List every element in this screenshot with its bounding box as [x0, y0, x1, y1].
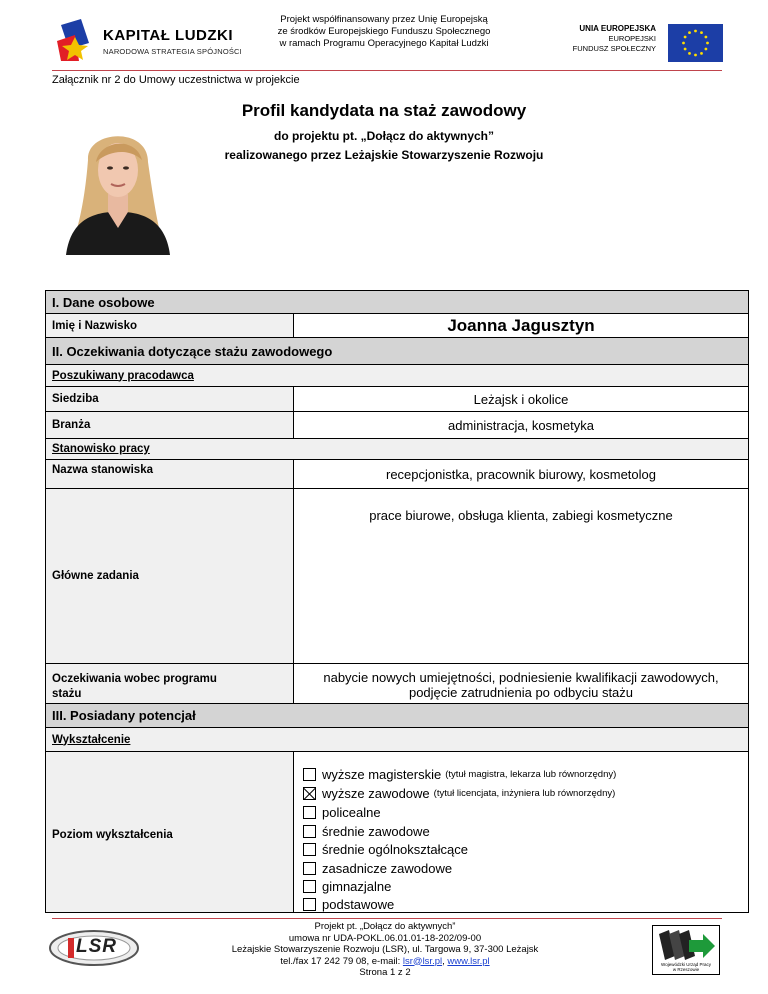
expectations-value-line-1: nabycie nowych umiejętności, podniesienie kwalifikacji zawodowych,	[323, 670, 719, 685]
page-title: Profil kandydata na staż zawodowy	[241, 101, 527, 120]
option-label: policealne	[322, 804, 381, 820]
subtitle-project: do projektu pt. „Dołącz do aktywnych”	[273, 129, 495, 143]
eu-social-fund-logo	[568, 24, 728, 64]
row-name	[46, 314, 748, 338]
cofinancing-note	[250, 14, 518, 50]
option-label: wyższe zawodowe	[322, 785, 430, 801]
tasks-value: prace biurowe, obsługa klienta, zabiegi kosmetyczne	[369, 508, 673, 523]
section-personal-data-title: I. Dane osobowe	[52, 294, 155, 310]
tasks-label: Główne zadania	[46, 489, 294, 663]
eu-logo-line-3: FUNDUSZ SPOŁECZNY	[572, 44, 656, 53]
option-label: zasadnicze zawodowe	[322, 860, 453, 876]
footer-contact-separator: ,	[442, 955, 448, 967]
checkbox-checked[interactable]	[303, 787, 316, 800]
subsection-position	[46, 439, 748, 460]
seat-value: Leżajsk i okolice	[473, 391, 569, 407]
expectations-label-line-1: Oczekiwania wobec programu	[52, 673, 217, 685]
education-option[interactable]	[303, 859, 452, 877]
checkbox[interactable]	[303, 843, 316, 856]
subsection-employer-title: Poszukiwany pracodawca	[52, 369, 194, 382]
education-option[interactable]	[303, 765, 616, 783]
option-label: wyższe magisterskie	[322, 766, 442, 782]
cofinancing-line-2: ze środków Europejskiego Funduszu Społecznego	[277, 26, 491, 37]
row-program-expectations	[46, 664, 748, 704]
footer-contact	[200, 956, 570, 968]
expectations-value-line-2: podjęcie zatrudnienia po odbyciu stażu	[408, 685, 634, 700]
checkbox[interactable]	[303, 806, 316, 819]
eu-logo-line-2: EUROPEJSKI	[608, 34, 656, 43]
eu-logo-line-1: UNIA EUROPEJSKA	[579, 24, 656, 33]
section-expectations	[46, 338, 748, 365]
header-divider	[52, 70, 722, 71]
subsection-position-title: Stanowisko pracy	[52, 443, 150, 455]
option-label: gimnazjalne	[322, 878, 392, 894]
education-option[interactable]	[303, 840, 468, 858]
eu-logo-text	[568, 24, 656, 54]
section-potential	[46, 704, 748, 728]
option-label: podstawowe	[322, 896, 395, 912]
section-personal-data	[46, 291, 748, 314]
checkbox[interactable]	[303, 880, 316, 893]
section-potential-title: III. Posiadany potencjał	[52, 708, 196, 723]
education-option[interactable]	[303, 822, 430, 840]
industry-label: Branża	[46, 412, 294, 438]
page-number: Strona 1 z 2	[359, 967, 411, 978]
candidate-photo	[60, 120, 175, 255]
lsr-logo-text: LSR	[76, 936, 117, 957]
website-link[interactable]: www.lsr.pl	[447, 955, 490, 967]
kapital-ludzki-subtitle: NARODOWA STRATEGIA SPÓJNOŚCI	[103, 47, 242, 56]
email-link[interactable]: lsr@lsr.pl	[402, 955, 443, 967]
option-label: średnie ogólnokształcące	[322, 841, 468, 857]
cofinancing-line-1: Projekt współfinansowany przez Unię Europejską	[280, 14, 488, 25]
education-option[interactable]	[303, 784, 615, 802]
footer-project: Projekt pt. „Dołącz do aktywnych”	[314, 921, 456, 932]
option-note: (tytuł magistra, lekarza lub równorzędny)	[445, 768, 617, 780]
footer-info	[200, 921, 570, 979]
row-industry	[46, 412, 748, 439]
candidate-profile-form	[45, 290, 749, 913]
subsection-employer	[46, 365, 748, 387]
wup-emblem-icon	[653, 928, 719, 966]
row-seat	[46, 387, 748, 412]
kapital-ludzki-title: KAPITAŁ LUDZKI	[103, 27, 234, 44]
wup-caption-line-2: w Rzeszowie	[672, 967, 700, 972]
footer-address: Leżajskie Stowarzyszenie Rozwoju (LSR), ul. Targowa 9, 37-300 Leżajsk	[231, 944, 539, 955]
name-label: Imię i Nazwisko	[46, 314, 294, 337]
subsection-education-title: Wykształcenie	[52, 733, 131, 746]
kapital-ludzki-logo	[55, 15, 245, 65]
footer-agreement: umowa nr UDA-POKL.06.01.01-18-202/09-00	[288, 932, 482, 944]
kapital-ludzki-emblem-icon	[55, 17, 97, 63]
checkbox[interactable]	[303, 825, 316, 838]
subtitle-organizer: realizowanego przez Leżajskie Stowarzyszenie Rozwoju	[224, 148, 544, 162]
lsr-logo	[48, 928, 140, 968]
education-option[interactable]	[303, 803, 381, 821]
option-label: średnie zawodowe	[322, 823, 430, 839]
expectations-value	[294, 664, 748, 703]
wup-caption	[653, 962, 719, 972]
expectations-label	[46, 664, 294, 703]
wup-logo	[652, 925, 720, 975]
row-main-tasks	[46, 489, 748, 664]
row-position	[46, 460, 748, 489]
position-label: Nazwa stanowiska	[46, 460, 294, 488]
annex-note: Załącznik nr 2 do Umowy uczestnictwa w projekcie	[52, 74, 300, 86]
checkbox[interactable]	[303, 862, 316, 875]
education-option[interactable]	[303, 877, 391, 895]
footer-contact-prefix: tel./fax 17 242 79 08, e-mail:	[280, 955, 403, 967]
industry-value: administracja, kosmetyka	[448, 417, 594, 433]
name-value: Joanna Jagusztyn	[447, 315, 595, 335]
education-option[interactable]	[303, 895, 394, 913]
education-label: Poziom wykształcenia	[46, 752, 294, 913]
seat-label: Siedziba	[46, 387, 294, 411]
footer-divider	[52, 918, 722, 919]
option-note: (tytuł licencjata, inżyniera lub równorzędny)	[433, 787, 616, 799]
wup-caption-line-1: Wojewódzki Urząd Pracy	[661, 962, 711, 967]
position-value: recepcjonistka, pracownik biurowy, kosmetolog	[386, 466, 656, 482]
checkbox[interactable]	[303, 768, 316, 781]
section-expectations-title: II. Oczekiwania dotyczące stażu zawodowego	[52, 343, 333, 359]
subsection-education	[46, 728, 748, 752]
checkbox[interactable]	[303, 898, 316, 911]
cofinancing-line-3: w ramach Programu Operacyjnego Kapitał Ludzki	[279, 38, 489, 49]
eu-flag-icon	[668, 24, 723, 62]
expectations-label-line-2: stażu	[52, 688, 82, 700]
